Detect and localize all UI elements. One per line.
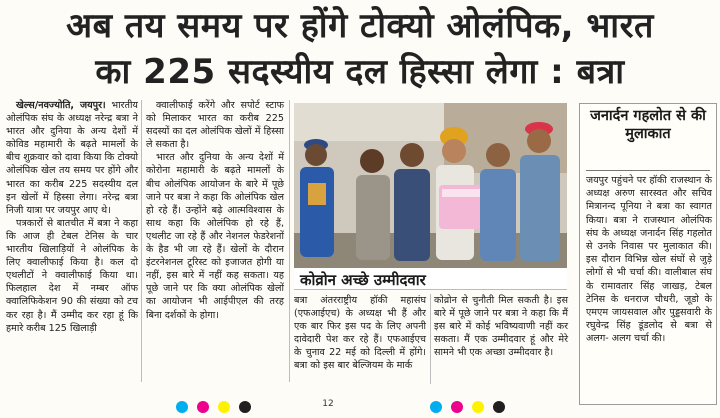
article-paragraph: कोव्रोन से चुनौती मिल सकती है। इस बारे में पूछे जाने पर बत्रा ने कहा कि मैं इस बारे में कोई भविष्यवाणी नहीं कर सकता। मैं एक उम्मीदवार हूं और मेरे सामने भी एक अच्छा उम्मीदवार है। — [434, 295, 568, 359]
page-number: 12 — [322, 399, 334, 409]
registration-dot-cyan — [176, 401, 188, 413]
headline-line-2: का 225 सदस्यीय दल हिस्सा लेगा : बत्रा — [95, 52, 625, 92]
subhead-bar — [294, 268, 567, 290]
article-column-1 — [6, 99, 138, 335]
subhead: कोव्रोन अच्छे उम्मीदवार — [300, 271, 426, 289]
article-column-2 — [146, 99, 284, 322]
registration-dot-magenta — [451, 401, 463, 413]
registration-dot-magenta — [197, 401, 209, 413]
sidebar-title: जनार्दन गहलोत से की मुलाकात — [590, 108, 706, 142]
registration-dot-black — [493, 401, 505, 413]
column-divider — [430, 294, 431, 384]
headline-line-1: अब तय समय पर होंगे टोक्यो ओलंपिक, भारत — [66, 6, 654, 46]
article-paragraph: पत्रकारों से बातचीत में बत्रा ने कहा कि आज ही टेबल टेनिस के चार भारतीय खिलाड़ियों ने ओलंपिक के लिए क्वालीफाई किया है। कल दो एथलीटों ने क्वालीफाई किया था। फिलहाल देश में नम्बर ऑफ क्वालिफिकेशन 90 की संख्या को टच कर रहा है। मैं उम्मीद कर रहा हूं कि हमारे करीब 125 खिलाड़ी — [6, 217, 138, 334]
column-divider — [141, 100, 142, 382]
article-paragraph: क्वालीफाई करेंगे और सपोर्ट स्टाफ को मिलाकर भारत का करीब 225 सदस्यों का दल ओलंपिक खेलों में हिस्सा ले सकता है। — [146, 100, 284, 151]
sidebar-box — [579, 103, 717, 405]
article-paragraph: भारत और दुनिया के अन्य देशों में कोरोना महामारी के बढ़ते मामलों के बीच ओलंपिक आयोजन के बारे में पूछे जाने पर बत्रा ने कहा कि ओलंपिक खेल हो रहे हैं। उन्होंने बढ़े आत्मविश्वास के साथ कहा कि ओलंपिक हो रहे हैं, एथलीट जा रहे हैं और नेशनल फेडरेशनों के हैड भी जा रहे हैं। खेलों के दौरान इंटरनेशनल टूरिस्ट को इजाजत होगी या नहीं, इस बारे में नहीं कह सकता। यह पूछे जाने पर कि क्या ओलंपिक खेलों का आयोजन भी आईपीएल की तरह बिना दर्शकों के होगा। — [146, 152, 284, 321]
column-divider — [289, 100, 290, 382]
registration-dot-black — [239, 401, 251, 413]
registration-dot-yellow — [472, 401, 484, 413]
article-column-3 — [294, 294, 426, 373]
sidebar-text: जयपुर पहुंचने पर हॉकी राजस्थान के अध्यक्ष अरुण सारस्वत और सचिव मित्रानन्द पूनिया ने बत्रा का स्वागत किया। बत्रा ने राजस्थान ओलंपिक संघ के अध्यक्ष जनार्दन सिंह गहलोत से उनके निवास पर मुलाकात की। इस दौरान विभिन्न खेल संघों से जुड़े लोगों से भी चर्चा की। वालीबाल संघ के रामावतार सिंह जाखड़, टेबल टेनिस के धनराज चौधरी, जूडो के एमएम जायसवाल और पुड्डसवारी के रघुवेन्द्र सिंह डूंडलोद से बत्रा से अलग- अलग चर्चा की। — [586, 175, 712, 345]
article-paragraph: बत्रा अंतरराष्ट्रीय हॉकी महासंघ (एफआईएच) के अध्यक्ष भी हैं और एक बार फिर इस पद के लिए अपनी दावेदारी पेश कर रहे हैं। एफआईएच के चुनाव 22 मई को दिल्ली में होंगे। बत्रा को इस बार बेल्जियम के मार्क — [294, 295, 426, 372]
article-paragraph: भारतीय ओलंपिक संघ के अध्यक्ष नरेन्द्र बत्रा ने भारत और दुनिया के अन्य देशों में कोविड महामारी के बढ़ते मामलों के बीच शुक्रवार को दावा किया कि टोक्यो ओलंपिक खेल तय समय पर होंगे और भारत का करीब 225 सदस्यीय दल इन खेलों में हिस्सा लेगा। नरेन्द्र बत्रा निजी यात्रा पर जयपुर आए थे। — [6, 100, 138, 216]
sidebar-rule — [586, 170, 710, 171]
news-photo — [294, 103, 567, 268]
registration-dot-cyan — [430, 401, 442, 413]
dateline: खेल्स/नवज्योति, जयपुर। — [16, 100, 106, 111]
headline — [0, 0, 720, 97]
group-photo-illustration — [294, 103, 567, 268]
registration-dot-yellow — [218, 401, 230, 413]
article-column-4 — [434, 294, 568, 359]
